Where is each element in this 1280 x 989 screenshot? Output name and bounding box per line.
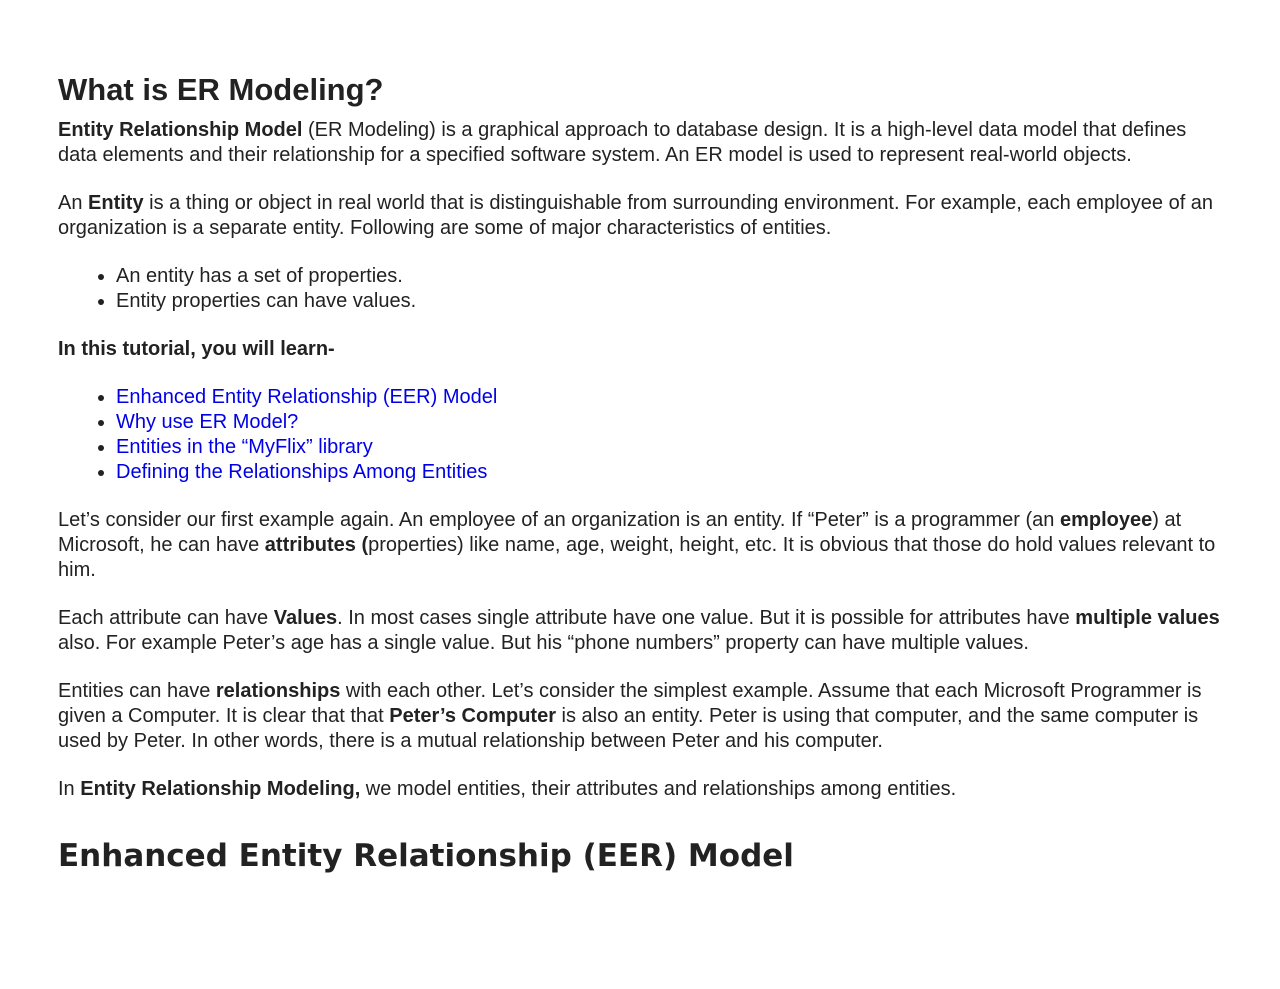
values-paragraph: Each attribute can have Values. In most cases single attribute have one value. But it is possible for attributes have multiple values also. For example Peter’s age has a single value. But his “phone numbers” property can have multiple values. <box>58 607 1220 654</box>
characteristics-list <box>58 264 1222 314</box>
entity-paragraph: An Entity is a thing or object in real world that is distinguishable from surrounding environment. For example, each employee of an organization is a separate entity. Following are some of major characteristics of entities. <box>58 192 1214 239</box>
toc-link-eer-model[interactable]: Enhanced Entity Relationship (EER) Model <box>116 386 498 408</box>
term-entity: Entity <box>88 192 144 214</box>
toc-link-why-use-er[interactable]: Why use ER Model? <box>116 411 299 433</box>
toc-item <box>116 460 1222 485</box>
learn-heading: In this tutorial, you will learn- <box>58 338 335 360</box>
section-heading: Enhanced Entity Relationship (EER) Model <box>58 838 794 874</box>
toc-list <box>58 385 1222 485</box>
toc-item <box>116 435 1222 460</box>
toc-link-defining-relationships[interactable]: Defining the Relationships Among Entities <box>116 461 488 483</box>
list-item: • Entity properties can have values. <box>116 289 1222 314</box>
intro-paragraph: Entity Relationship Model (ER Modeling) is a graphical approach to database design. It is a high-level data model that defines data elements and their relationship for a specified software system. An ER model is used to represent real-world objects. <box>58 119 1187 166</box>
relationships-paragraph: Entities can have relationships with each other. Let’s consider the simplest example. Assume that each Microsoft Programmer is given a Computer. It is clear that that Peter’s Computer is also an entity. Peter is using that computer, and the same computer is used by Peter. In other words, there is a mutual relationship between Peter and his computer. <box>58 680 1202 752</box>
example-paragraph: Let’s consider our first example again. An employee of an organization is an entity. If “Peter” is a programmer (an employee) at Microsoft, he can have attributes (properties) like name, age, weight, height, etc. It is obvious that those do hold values relevant to him. <box>58 509 1216 581</box>
term-entity-relationship-model: Entity Relationship Model <box>58 119 303 141</box>
page-title: What is ER Modeling? <box>58 72 384 107</box>
toc-link-myflix-entities[interactable]: Entities in the “MyFlix” library <box>116 436 373 458</box>
list-item: • An entity has a set of properties. <box>116 264 1222 289</box>
toc-item <box>116 410 1222 435</box>
modeling-summary-paragraph: In Entity Relationship Modeling, we model entities, their attributes and relationships among entities. <box>58 778 957 800</box>
toc-item <box>116 385 1222 410</box>
